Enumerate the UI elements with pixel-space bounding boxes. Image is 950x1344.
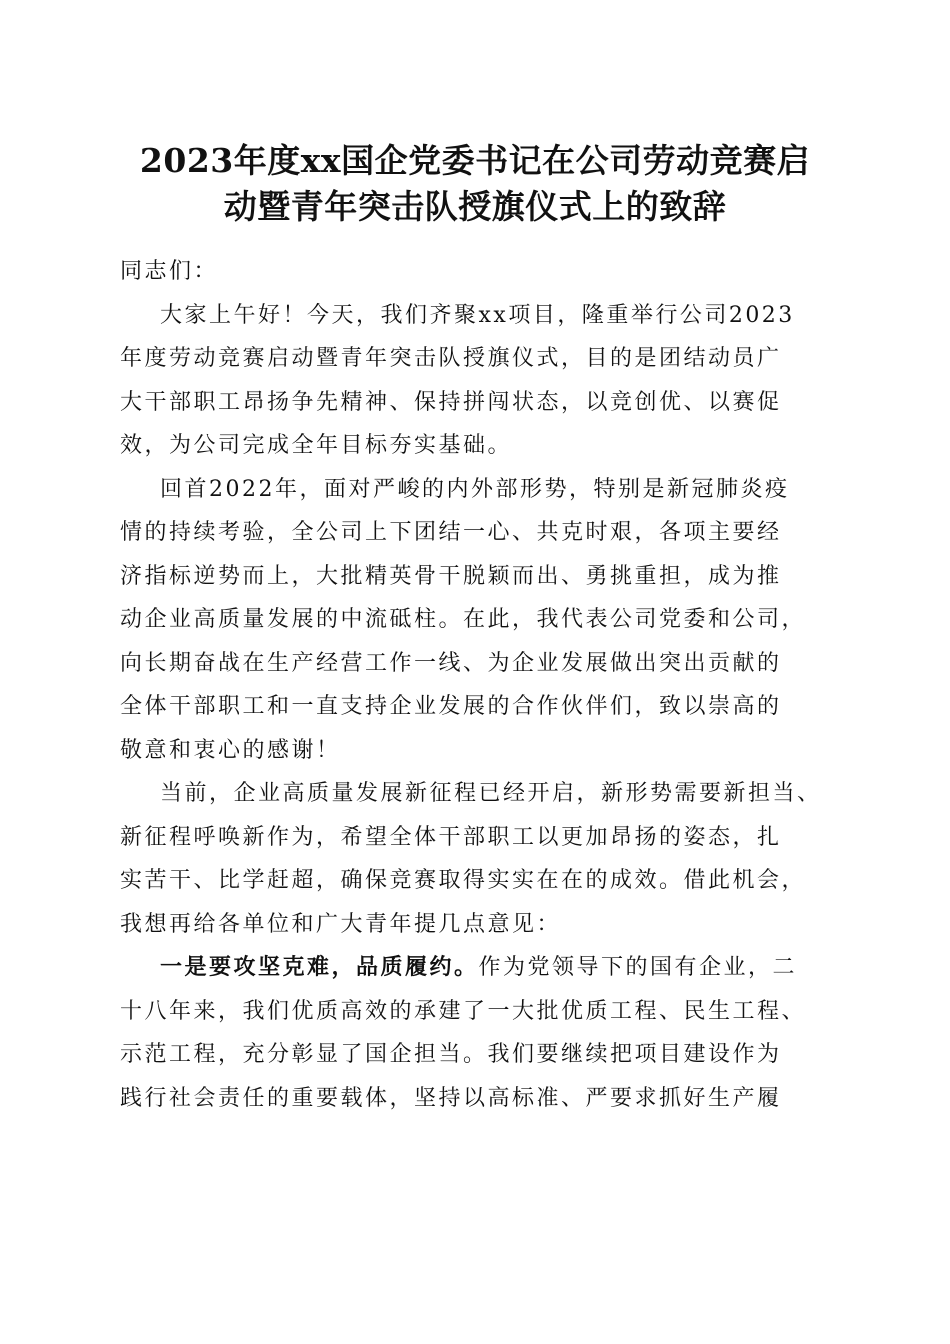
paragraph-line: 向长期奋战在生产经营工作一线、为企业发展做出突出贡献的 bbox=[120, 650, 782, 676]
paragraph-line bbox=[120, 946, 840, 990]
paragraph-line: 大干部职工昂扬争先精神、保持拼闯状态，以竞创优、以赛促 bbox=[120, 389, 782, 415]
lead-line-rest: 作为党领导下的国有企业，二 bbox=[478, 955, 798, 980]
paragraph-line: 年度劳动竞赛启动暨青年突击队授旗仪式，目的是团结动员广 bbox=[120, 346, 782, 371]
paragraph-line: 动企业高质量发展的中流砥柱。在此，我代表公司党委和公司， bbox=[120, 607, 807, 632]
paragraph-outlook bbox=[120, 772, 840, 946]
paragraph-line: 效，为公司完成全年目标夯实基础。 bbox=[120, 433, 513, 458]
salutation: 同志们： bbox=[120, 259, 219, 284]
paragraph-review bbox=[120, 468, 840, 773]
paragraph-line: 我想再给各单位和广大青年提几点意见： bbox=[120, 911, 562, 937]
paragraph-line: 当前，企业高质量发展新征程已经开启，新形势需要新担当、 bbox=[160, 781, 822, 806]
paragraph-greeting bbox=[120, 294, 840, 468]
paragraph-line: 十八年来，我们优质高效的承建了一大批优质工程、民生工程、 bbox=[120, 998, 807, 1024]
paragraph-point-one bbox=[120, 946, 840, 1120]
paragraph-line: 全体干部职工和一直支持企业发展的合作伙伴们，致以崇高的 bbox=[120, 694, 782, 719]
paragraph-line: 大家上午好！今天，我们齐聚xx项目，隆重举行公司2023 bbox=[160, 302, 795, 328]
paragraph-line: 情的持续考验，全公司上下团结一心、共克时艰，各项主要经 bbox=[120, 520, 782, 545]
paragraph-line: 践行社会责任的重要载体，坚持以高标准、严要求抓好生产履 bbox=[120, 1085, 782, 1111]
bold-lead: 一是要攻坚克难，品质履约。 bbox=[160, 954, 479, 980]
paragraph-line: 济指标逆势而上，大批精英骨干脱颖而出、勇挑重担，成为推 bbox=[120, 563, 782, 589]
paragraph-line: 敬意和衷心的感谢！ bbox=[120, 737, 341, 763]
document-body bbox=[120, 250, 840, 1120]
title-line-1: 2023年度xx国企党委书记在公司劳动竞赛启 bbox=[139, 141, 811, 180]
title-line-2: 动暨青年突击队授旗仪式上的致辞 bbox=[223, 187, 727, 226]
paragraph-line: 实苦干、比学赶超，确保竞赛取得实实在在的成效。借此机会， bbox=[120, 868, 807, 893]
document-title bbox=[100, 138, 850, 230]
paragraph-line: 新征程呼唤新作为，希望全体干部职工以更加昂扬的姿态，扎 bbox=[120, 824, 782, 850]
paragraph-line: 回首2022年，面对严峻的内外部形势，特别是新冠肺炎疫 bbox=[160, 476, 790, 502]
paragraph-line: 示范工程，充分彰显了国企担当。我们要继续把项目建设作为 bbox=[120, 1042, 782, 1067]
